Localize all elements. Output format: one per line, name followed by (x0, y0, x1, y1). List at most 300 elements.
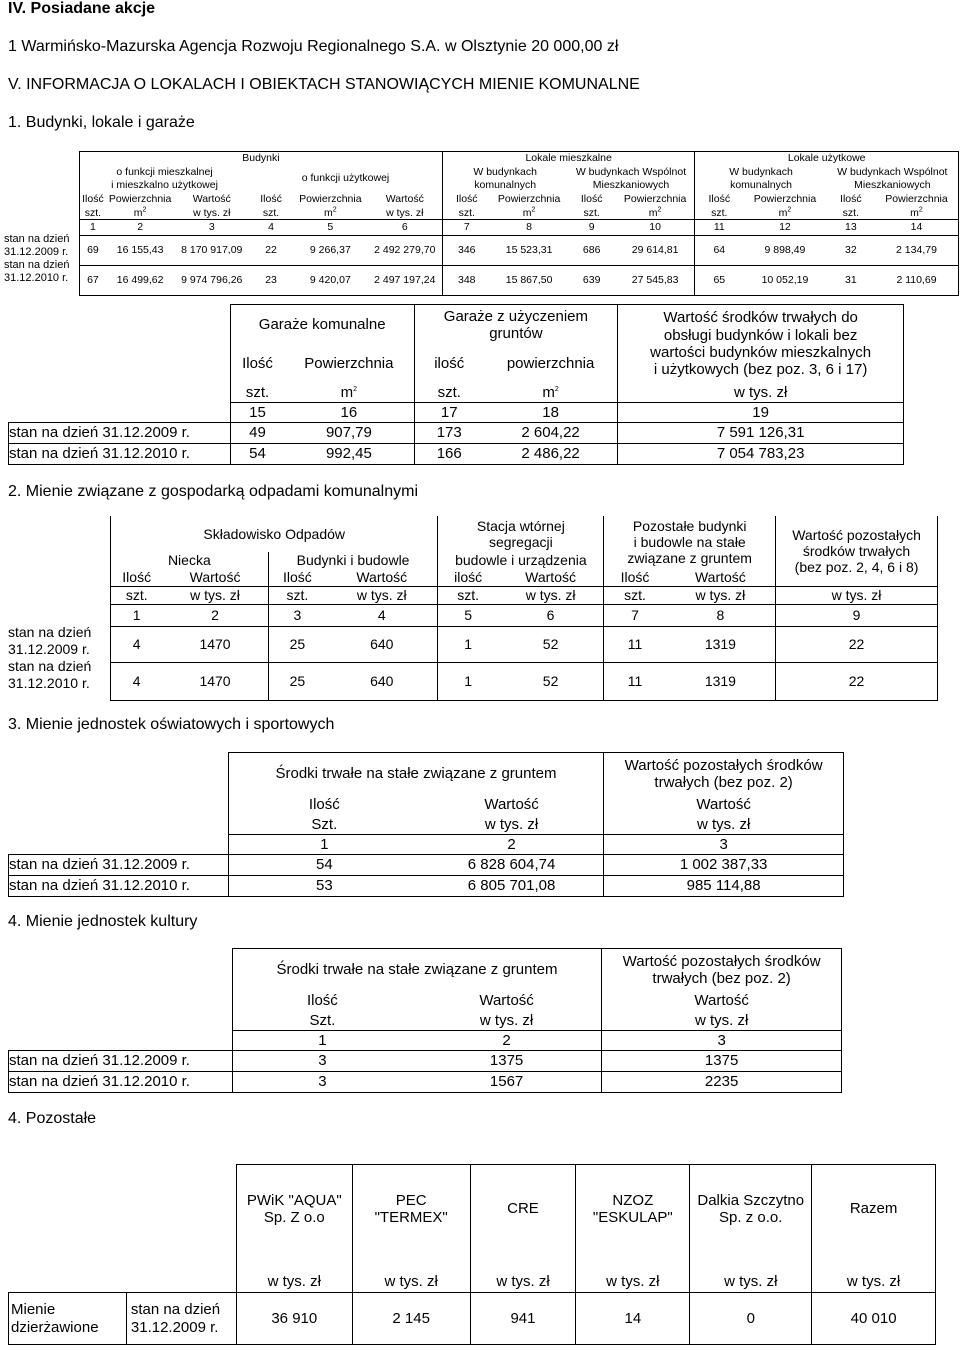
t2-unit-m: m (340, 383, 354, 401)
section-iv-title: IV. Posiadane akcje (8, 0, 156, 17)
t1-h-wbw (568, 165, 695, 193)
t3-cell: 640 (326, 626, 438, 662)
t2-cell: 166 (414, 444, 484, 465)
t3-col-ilosc: Ilość (111, 568, 163, 586)
t1-h-mieszk (80, 165, 250, 193)
t6-date-1: stan na dzień (130, 1301, 221, 1319)
t6-unit: w tys. zł (236, 1271, 352, 1293)
t1-unit: szt. (583, 206, 600, 219)
t3-h-poz-2: i budowle na stałe (633, 534, 746, 550)
t3-num: 6 (498, 604, 604, 626)
t1-col-wart: Wartość (192, 193, 231, 206)
t6-h-dalkia-1: Dalkia Szczytno (697, 1191, 805, 1209)
t2-cell: 7 054 783,23 (618, 444, 904, 465)
t1-side-2010-a: stan na dzień (4, 259, 70, 271)
t1-group-lokale-uzytk: Lokale użytkowe (695, 152, 959, 165)
t1-cell: 29 614,81 (616, 236, 695, 266)
t4-unit: Szt. (311, 815, 338, 833)
t2-unit: szt. (437, 383, 461, 401)
t1-num-row (80, 220, 959, 236)
t3-num: 3 (268, 604, 326, 626)
t6-unit: w tys. zł (576, 1271, 690, 1293)
t1-unit: w tys. zł (193, 206, 231, 219)
t4-cell: 985 114,88 (604, 876, 844, 897)
t2-num: 16 (284, 403, 414, 423)
t1-unit: w tys. zł (368, 207, 443, 220)
t3-h-stacja (438, 516, 604, 552)
t5-cell: 3 (232, 1072, 412, 1093)
t3-h-sklad: Składowisko Odpadów (111, 516, 438, 552)
t1-num: 13 (827, 220, 875, 236)
t1-h-wbk-u (695, 165, 827, 193)
t1-cell: 2 110,69 (875, 266, 959, 296)
t5-row-label: stan na dzień 31.12.2010 r. (9, 1072, 233, 1093)
t5-col-wart: Wartość (412, 991, 602, 1011)
t1-unit-m: m (133, 206, 143, 219)
t4-blank (9, 835, 229, 855)
t4-h-wart-2: trwałych (bez poz. 2) (654, 773, 793, 791)
t3-unit: szt. (111, 586, 163, 604)
t2-num: 18 (484, 403, 618, 423)
t5-h-wart-1: Wartość pozostałych środków (622, 952, 821, 970)
t6-h-pec-2: "TERMEX" (374, 1208, 448, 1226)
t6-blank (9, 1165, 237, 1253)
t1-cell: 346 (442, 236, 490, 266)
t3-side-2009-b: 31.12.2009 r. (8, 641, 90, 657)
t5-h-wart-2: trwałych (bez poz. 2) (652, 969, 791, 987)
subsection-3-title: 3. Mienie jednostek oświatowych i sportowych (8, 716, 335, 733)
t3-cell: 1470 (162, 662, 268, 700)
t2-cell: 7 591 126,31 (618, 423, 904, 444)
t4-col-wart: Wartość (420, 795, 604, 815)
t6-h-pwik-2: Sp. Z o.o (263, 1208, 325, 1226)
t3-h-niecka: Niecka (111, 552, 269, 568)
t1-unit-m: m (778, 206, 788, 219)
t5-blank (9, 991, 233, 1011)
t1-num: 8 (491, 220, 568, 236)
t1-cell: 65 (695, 266, 743, 296)
t1-group-lokale-mieszk: Lokale mieszkalne (442, 152, 695, 165)
t6-cell: 36 910 (236, 1293, 352, 1345)
t3-h-stacja-1: Stacja wtórnej (476, 517, 565, 534)
t1-unit: szt. (262, 206, 280, 219)
t4-cell: 54 (228, 855, 420, 876)
t3-num: 1 (111, 604, 163, 626)
t3-col-wart: Wartość (326, 568, 438, 586)
t1-h-wbk-2: komunalnych (474, 178, 537, 191)
t1-side-labels (4, 233, 69, 285)
t2-h-wart-4: i użytkowych (bez poz. 3, 6 i 17) (653, 361, 868, 378)
t3-cell: 11 (604, 662, 666, 700)
t2-blank (9, 383, 231, 403)
t6-spacer (812, 1253, 936, 1271)
t1-cell: 9 974 796,26 (174, 266, 249, 296)
t3-col-ilosc: Ilość (282, 568, 312, 585)
t1-num: 7 (442, 220, 490, 236)
t3-side-2010-a: stan na dzień (8, 658, 92, 674)
t4-h-wart (604, 753, 844, 795)
t1-col-pow: Powierzchnia (108, 193, 172, 206)
t1-group-budynki: Budynki (80, 152, 443, 165)
t6-h-nzoz (576, 1165, 690, 1253)
t5-h-wart (602, 949, 842, 991)
t2-cell: 2 486,22 (484, 444, 618, 465)
t6-spacer (352, 1253, 470, 1271)
t3-cell: 22 (776, 626, 938, 662)
t5-num: 1 (232, 1031, 412, 1051)
t5-h-srodki: Środki trwałe na stałe związane z gruntem (232, 949, 601, 991)
t1-cell: 686 (568, 236, 616, 266)
t6-row-label (9, 1293, 127, 1345)
t6-cell: 2 145 (352, 1293, 470, 1345)
t5-blank (9, 1031, 233, 1051)
t5-cell: 1375 (412, 1051, 602, 1072)
t2-num: 15 (230, 403, 284, 423)
t1-col-wart: Wartość (368, 193, 443, 207)
t4-num: 1 (228, 835, 420, 855)
t3-unit: w tys. zł (162, 586, 268, 604)
t3-cell: 1319 (666, 662, 776, 700)
t1-unit-m: m (910, 206, 919, 219)
t2-unit: $m^2$ (484, 383, 618, 403)
t1-unit: szt. (711, 206, 728, 219)
t2-row-2009 (9, 423, 904, 444)
t4-col-wart2: Wartość (604, 795, 844, 815)
t2-h-gar-grunt-1: Garaże z użyczeniem (443, 307, 589, 325)
t5-row-2010 (9, 1072, 842, 1093)
t3-h-wart-3: (bez poz. 2, 4, 6 i 8) (794, 558, 919, 575)
t2-h-wart (618, 305, 904, 383)
t1-num: 9 (568, 220, 616, 236)
t2-unit: $m^2$ (284, 383, 414, 403)
t6-row-label-2: dzierżawione (11, 1318, 99, 1336)
section-v-title: V. INFORMACJA O LOKALACH I OBIEKTACH STANOWIĄCYCH MIENIE KOMUNALNE (8, 76, 640, 93)
t3-unit: szt. (604, 586, 666, 604)
t2-row-2010 (9, 444, 904, 465)
t6-row-label-1: Mienie (11, 1301, 56, 1319)
t2-h-gar-kom: Garaże komunalne (230, 305, 414, 345)
t1-h-uzytk: o funkcji użytkowej (249, 165, 442, 193)
t2-blank (9, 305, 231, 345)
t3-h-stacja-2: segregacji (488, 534, 553, 550)
t3-h-wart-1: Wartość pozostałych (792, 526, 921, 543)
subsection-5-title: 4. Pozostałe (8, 1110, 97, 1127)
t3-cell: 52 (498, 626, 604, 662)
t1-cell: 64 (695, 236, 743, 266)
buildings-table (79, 151, 959, 296)
t6-h-razem: Razem (812, 1165, 936, 1253)
education-table (8, 752, 844, 897)
t1-h-wbw-u (827, 165, 959, 193)
t1-side-2010-b: 31.12.2010 r. (4, 272, 69, 284)
t1-cell: 9 898,49 (743, 236, 826, 266)
t4-unit: w tys. zł (420, 815, 604, 835)
t1-num: 2 (106, 220, 175, 236)
t1-unit: szt. (842, 206, 859, 219)
t1-cell: 8 170 917,09 (174, 236, 249, 266)
t6-unit: w tys. zł (690, 1271, 812, 1293)
t1-row-2009 (80, 236, 959, 266)
t3-h-poz (604, 516, 776, 568)
t3-h-budynki: Budynki i budowle (268, 552, 438, 568)
t3-unit: w tys. zł (498, 586, 604, 604)
t2-col-pow2: powierzchnia (484, 345, 618, 383)
t2-col-pow: Powierzchnia (284, 345, 414, 383)
t3-num: 7 (604, 604, 666, 626)
t6-date-2: 31.12.2009 r. (130, 1318, 219, 1336)
t1-col-ilosc: Ilość (260, 193, 282, 206)
t1-cell: 27 545,83 (616, 266, 695, 296)
t6-h-pwik (236, 1165, 352, 1253)
t1-unit: szt. (80, 207, 106, 220)
t2-num: 17 (414, 403, 484, 423)
t2-cell: 173 (414, 423, 484, 444)
subsection-2-title: 2. Mienie związane z gospodarką odpadami komunalnymi (8, 483, 418, 500)
t3-h-budowle: budowle i urządzenia (438, 552, 604, 568)
t6-spacer (236, 1253, 352, 1271)
t1-cell: 16 155,43 (106, 236, 175, 266)
t6-cell: 941 (470, 1293, 576, 1345)
t1-num: 11 (695, 220, 743, 236)
t4-cell: 1 002 387,33 (604, 855, 844, 876)
t6-unit: w tys. zł (470, 1271, 576, 1293)
t1-num: 6 (368, 220, 443, 236)
t1-unit: $m^2$ (778, 206, 792, 219)
t6-spacer (576, 1253, 690, 1271)
t2-h-gar-grunt-2: gruntów (489, 324, 543, 342)
t5-col-wart2: Wartość (602, 991, 842, 1011)
t1-h-wbk-1: W budynkach (473, 166, 537, 179)
t3-col-wart: Wartość (162, 568, 268, 586)
t1-h-wbk-u-1: W budynkach (729, 166, 793, 179)
t2-cell: 49 (230, 423, 284, 444)
t1-col-pow: Powierzchnia (616, 193, 695, 207)
t5-num: 3 (602, 1031, 842, 1051)
t3-num: 2 (162, 604, 268, 626)
t3-num: 8 (666, 604, 776, 626)
t1-unit-m: m (648, 206, 658, 219)
t3-unit: szt. (438, 586, 498, 604)
t5-cell: 3 (232, 1051, 412, 1072)
t1-unit: $m^2$ (616, 207, 695, 220)
t6-spacer (690, 1253, 812, 1271)
t1-cell: 2 492 279,70 (368, 236, 443, 266)
t2-unit: w tys. zł (618, 383, 904, 403)
t6-cell: 0 (690, 1293, 812, 1345)
t1-unit-m: m (522, 206, 532, 219)
t4-unit: w tys. zł (604, 815, 844, 835)
t3-cell: 1319 (666, 626, 776, 662)
t4-blank (9, 795, 229, 815)
t3-h-poz-1: Pozostałe budynki (632, 517, 747, 534)
t4-row-2010 (9, 876, 844, 897)
t1-unit: $m^2$ (324, 206, 337, 219)
t1-num: 12 (743, 220, 826, 236)
t2-row-label: stan na dzień 31.12.2010 r. (9, 444, 231, 465)
t3-col-ilosc: Ilość (620, 568, 650, 585)
t1-h-mieszk-2: i mieszkalno użytkowej (111, 178, 218, 191)
t1-cell: 22 (249, 236, 293, 266)
t6-unit: w tys. zł (352, 1271, 470, 1293)
t3-unit: w tys. zł (326, 586, 438, 604)
subsection-1-title: 1. Budynki, lokale i garaże (8, 114, 195, 131)
subsection-4-title: 4. Mienie jednostek kultury (8, 913, 198, 930)
t5-blank (9, 949, 233, 991)
t2-h-wart-2: obsługi budynków i lokali bez (663, 326, 858, 344)
t6-spacer (470, 1253, 576, 1271)
t2-h-gar-grunt (414, 305, 618, 345)
t2-cell: 992,45 (284, 444, 414, 465)
t2-unit-m: m (542, 383, 555, 401)
t1-cell: 639 (568, 266, 616, 296)
t3-num: 9 (776, 604, 938, 626)
t3-h-poz-3: związane z gruntem (627, 550, 752, 567)
t1-h-wbk (442, 165, 567, 193)
t3-side-2010-b: 31.12.2010 r. (8, 675, 90, 691)
t3-unit: w tys. zł (666, 586, 776, 604)
t1-cell: 69 (80, 236, 106, 266)
t6-h-dalkia (690, 1165, 812, 1253)
t1-h-mieszk-1: o funkcji mieszkalnej (116, 166, 213, 179)
t6-row (9, 1293, 936, 1345)
shares-line: 1 Warmińsko-Mazurska Agencja Rozwoju Regionalnego S.A. w Olsztynie 20 000,00 zł (8, 38, 619, 55)
t2-blank (9, 345, 231, 383)
t2-unit: szt. (245, 383, 270, 401)
t3-cell: 25 (268, 626, 326, 662)
t5-unit: Szt. (309, 1011, 336, 1029)
t5-row-2009 (9, 1051, 842, 1072)
t1-col-ilosc: Ilość (580, 193, 603, 206)
t1-col-ilosc: Ilość (708, 193, 731, 206)
t5-row-label: stan na dzień 31.12.2009 r. (9, 1051, 233, 1072)
t3-cell: 1 (438, 662, 498, 700)
t1-cell: 15 867,50 (491, 266, 568, 296)
t6-blank (9, 1271, 237, 1293)
t3-cell: 4 (111, 662, 163, 700)
t1-cell: 9 266,37 (293, 236, 368, 266)
t6-h-nzoz-2: "ESKULAP" (592, 1208, 673, 1226)
t1-cell: 10 052,19 (743, 266, 826, 296)
t1-h-wbk-u-2: komunalnych (730, 178, 792, 191)
t2-row-label: stan na dzień 31.12.2009 r. (9, 423, 231, 444)
t2-h-wart-3: wartości budynków mieszkalnych (650, 343, 872, 361)
t1-unit: szt. (458, 206, 475, 219)
t1-h-wbw-u-1: W budynkach Wspólnot (837, 166, 948, 179)
t1-num: 10 (616, 220, 695, 236)
t1-col-pow: Powierzchnia (299, 193, 362, 206)
t3-cell: 640 (326, 662, 438, 700)
t4-h-wart-1: Wartość pozostałych środków (624, 756, 823, 774)
t3-col-wart: Wartość (498, 568, 604, 586)
t3-cell: 11 (604, 626, 666, 662)
t1-side-2009-a: stan na dzień (4, 233, 70, 245)
t1-col-ilosc: Ilość (455, 193, 478, 206)
t1-unit: $m^2$ (875, 207, 959, 220)
t1-col-ilosc: Ilość (840, 193, 862, 206)
t1-h-wbw-1: W budynkach Wspólnot (575, 166, 687, 179)
t1-row-2010 (80, 266, 959, 296)
t3-num: 5 (438, 604, 498, 626)
t1-side-2009-b: 31.12.2009 r. (4, 246, 69, 258)
t6-h-pec-1: PEC (395, 1191, 427, 1209)
garages-table (8, 304, 904, 465)
t1-cell: 23 (249, 266, 293, 296)
t3-cell: 22 (776, 662, 938, 700)
t4-row-label: stan na dzień 31.12.2009 r. (9, 855, 229, 876)
t3-col-ilosc: ilość (454, 568, 483, 585)
t6-blank (9, 1253, 237, 1271)
t1-unit: $m^2$ (133, 206, 147, 219)
t4-col-ilosc: Ilość (308, 795, 340, 813)
waste-table (110, 516, 938, 701)
t1-unit: $m^2$ (522, 206, 536, 219)
t1-cell: 9 420,07 (293, 266, 368, 296)
t6-h-nzoz-1: NZOZ (612, 1191, 654, 1209)
t1-col-pow: Powierzchnia (753, 193, 817, 206)
t3-col-wart: Wartość (666, 568, 776, 586)
t6-unit: w tys. zł (812, 1271, 936, 1293)
t4-cell: 6 828 604,74 (420, 855, 604, 876)
t1-cell: 348 (442, 266, 490, 296)
culture-table (8, 948, 842, 1093)
t3-row-2010 (111, 662, 938, 700)
t1-cell: 2 497 197,24 (368, 266, 443, 296)
t6-cell: 40 010 (812, 1293, 936, 1345)
t3-row-2009 (111, 626, 938, 662)
t3-h-wart-2: środków trwałych (802, 542, 911, 559)
t4-num: 2 (420, 835, 604, 855)
t4-h-srodki: Środki trwałe na stałe związane z gruntem (228, 753, 603, 795)
t1-num: 1 (80, 220, 106, 236)
leased-table (8, 1164, 936, 1345)
t6-date (126, 1293, 236, 1345)
t5-col-ilosc: Ilość (306, 991, 338, 1009)
t1-cell: 67 (80, 266, 106, 296)
t2-col-ilosc: Ilość (242, 354, 273, 372)
t4-blank (9, 815, 229, 835)
t1-col-pow: Powierzchnia (497, 193, 561, 206)
t5-unit: w tys. zł (602, 1011, 842, 1031)
t1-num: 5 (293, 220, 368, 236)
t5-cell: 2235 (602, 1072, 842, 1093)
t6-h-pec (352, 1165, 470, 1253)
t2-num: 19 (618, 403, 904, 423)
t3-side-2009-a: stan na dzień (8, 624, 92, 640)
t2-cell: 907,79 (284, 423, 414, 444)
t1-cell: 32 (827, 236, 875, 266)
t4-cell: 53 (228, 876, 420, 897)
t3-unit: w tys. zł (776, 586, 938, 604)
t6-h-cre: CRE (470, 1165, 576, 1253)
t1-unit-m: m (324, 206, 333, 219)
t5-blank (9, 1011, 233, 1031)
t1-cell: 15 523,31 (491, 236, 568, 266)
t1-cell: 2 134,79 (875, 236, 959, 266)
t6-h-pwik-1: PWiK "AQUA" (246, 1191, 342, 1209)
t4-num: 3 (604, 835, 844, 855)
t5-cell: 1567 (412, 1072, 602, 1093)
t6-h-dalkia-2: Sp. z o.o. (719, 1208, 783, 1226)
t2-h-wart-1: Wartość środków trwałych do (663, 309, 858, 327)
t2-col-ilosc2: ilość (434, 354, 465, 372)
t1-h-wbw-2: Mieszkaniowych (592, 178, 670, 191)
t3-unit: szt. (268, 586, 326, 604)
t3-h-wart (776, 516, 938, 586)
t5-num: 2 (412, 1031, 602, 1051)
t1-cell: 16 499,62 (106, 266, 175, 296)
t2-cell: 54 (230, 444, 284, 465)
t3-num: 4 (326, 604, 438, 626)
